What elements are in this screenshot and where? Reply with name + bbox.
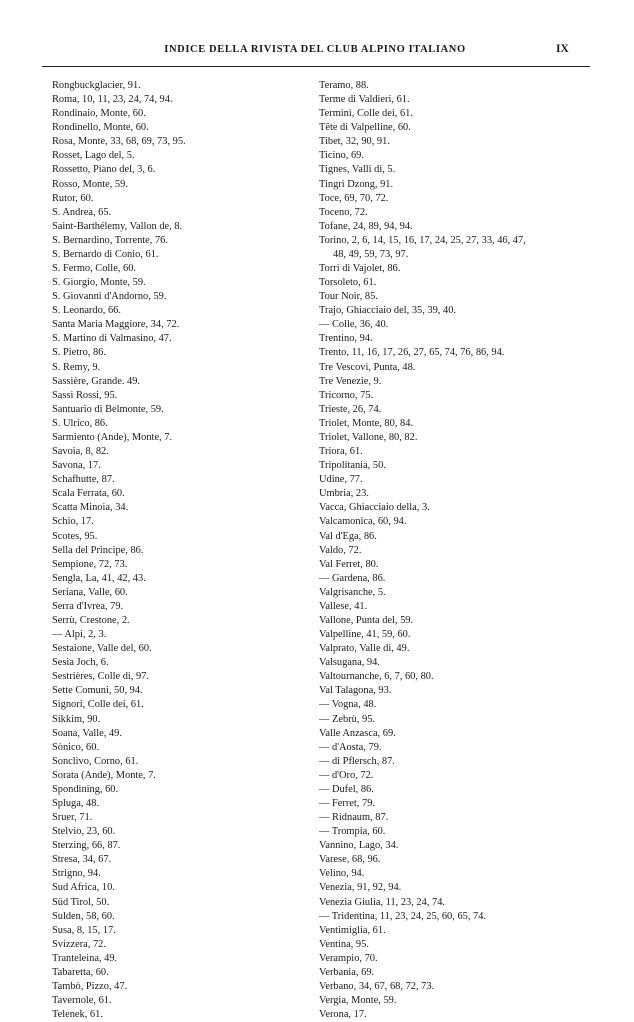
index-entry: Rossetto, Piano del, 3, 6. xyxy=(52,164,156,176)
index-entry: Teramo, 88. xyxy=(319,80,369,91)
index-entry: Signori, Colle dei, 61. xyxy=(52,699,144,711)
index-entry: S. Martino di Valmasino, 47. xyxy=(52,333,172,345)
running-header-title: INDICE DELLA RIVISTA DEL CLUB ALPINO ITALIANO xyxy=(164,44,466,55)
index-entry: Trentino, 94. xyxy=(319,333,373,345)
index-entry: Val d'Ega, 86. xyxy=(319,530,377,542)
index-entry: Valprato, Valle di, 49. xyxy=(319,643,410,655)
index-entry: Tignes, Valli di, 5. xyxy=(319,164,396,176)
index-entry: Sònico, 60. xyxy=(52,741,100,753)
index-entry: Verona, 17. xyxy=(319,1009,367,1021)
index-entry: Tingri Dzong, 91. xyxy=(319,178,394,190)
index-entry: — Vogna, 48. xyxy=(319,699,377,711)
index-entry: Sestrières, Colle di, 97. xyxy=(52,671,149,683)
index-entry: Toce, 69, 70, 72. xyxy=(319,192,389,204)
index-entry: Stresa, 34, 67. xyxy=(52,854,112,866)
index-entry: Rondinaio, Monte, 60. xyxy=(52,108,146,120)
index-entry: Vallese, 41. xyxy=(319,600,368,612)
index-entry: — di Pflersch, 87. xyxy=(319,755,395,767)
index-entry: S. Bernardino, Torrente, 76. xyxy=(52,234,168,246)
index-entry: Tricorno, 75. xyxy=(319,389,374,401)
index-entry: — Gardena, 86. xyxy=(319,572,386,584)
index-entry: Rosso, Monte, 59. xyxy=(52,178,128,190)
index-entry: Tambò, Pizzo, 47. xyxy=(52,981,128,992)
index-entry: Toceno, 72. xyxy=(319,206,368,218)
index-entry: Trieste, 26, 74. xyxy=(319,403,382,415)
index-entry: Ventimiglia, 61. xyxy=(319,924,386,936)
index-entry: Triora, 61. xyxy=(319,446,363,458)
index-entry: Sarmiento (Ande), Monte, 7. xyxy=(52,431,173,443)
index-column-right xyxy=(319,79,619,1022)
index-entry: Sette Comuni, 50, 94. xyxy=(52,685,143,697)
page-number: IX xyxy=(556,43,569,55)
index-entry: Vacca, Ghiacciaio della, 3. xyxy=(319,502,430,514)
index-entry: Strigno, 94. xyxy=(52,868,101,880)
index-entry: Valdo, 72. xyxy=(319,544,362,556)
index-entry: Termini, Colle dei, 61. xyxy=(319,108,413,120)
index-entry: — Trompia, 60. xyxy=(319,826,386,838)
index-entry: 48, 49, 59, 73, 97. xyxy=(333,248,409,260)
index-entry: — d'Aosta, 79. xyxy=(319,741,382,753)
index-entry: Tabaretta, 60. xyxy=(52,966,109,978)
index-entry: Rosa, Monte, 33, 68, 69, 73, 95. xyxy=(52,136,186,148)
index-entry: Ticino, 69. xyxy=(319,150,364,162)
index-column-left xyxy=(52,79,300,1022)
index-entry: S. Fermo, Colle, 60. xyxy=(52,263,136,275)
index-entry: Savoia, 8, 82. xyxy=(52,446,109,458)
index-entry: Tofane, 24, 89, 94, 94. xyxy=(319,220,413,232)
index-entry: — Tridentina, 11, 23, 24, 25, 60, 65, 74. xyxy=(319,910,487,922)
index-entry: S. Andrea, 65. xyxy=(52,206,112,218)
index-entry: Seriana, Valle, 60. xyxy=(52,586,128,598)
index-entry: — Ridnaum, 87. xyxy=(319,812,389,824)
index-entry: Scala Ferrata, 60. xyxy=(52,488,125,500)
index-entry: Stelvio, 23, 60. xyxy=(52,826,116,838)
index-entry: Udine, 77. xyxy=(319,474,363,486)
index-entry: Serrù, Crestone, 2. xyxy=(52,614,130,626)
index-entry: Svizzera, 72. xyxy=(52,938,106,950)
index-entry: Tre Vescovi, Punta, 48. xyxy=(319,361,416,373)
index-entry: Sestaione, Valle del, 60. xyxy=(52,643,152,655)
index-entry: Valpelline, 41, 59, 60. xyxy=(319,629,411,641)
index-entry: — d'Oro, 72. xyxy=(319,769,374,781)
index-entry: Valtournanche, 6, 7, 60, 80. xyxy=(319,671,434,683)
index-entry: S. Giovanni d'Andorno, 59. xyxy=(52,291,167,303)
index-entry: Varese, 68, 96. xyxy=(319,854,381,866)
index-entry: Scatta Minoia, 34. xyxy=(52,502,129,514)
index-entry: S. Pietro, 86. xyxy=(52,347,106,359)
index-entry: Sud Africa, 10. xyxy=(52,882,115,894)
index-entry: Sempione, 72, 73. xyxy=(52,558,128,570)
index-entry: Venezia Giulia, 11, 23, 24, 74. xyxy=(319,896,446,908)
index-entry: Rutor, 60. xyxy=(52,192,94,204)
index-entry: Tour Noir, 85. xyxy=(319,291,378,303)
index-entry: Valle Anzasca, 69. xyxy=(319,727,396,739)
index-entry: Triolet, Vallone, 80, 82. xyxy=(319,431,418,443)
index-entry: Tête di Valpelline, 60. xyxy=(319,122,411,134)
index-entry: Valcamonica, 60, 94. xyxy=(319,516,407,528)
index-entry: Umbria, 23. xyxy=(319,488,369,500)
index-entry: Verbano, 34, 67, 68, 72, 73. xyxy=(319,981,435,992)
index-entry: Vannino, Lago, 34. xyxy=(319,840,399,852)
index-entry: Sterzing, 66, 87. xyxy=(52,840,121,852)
index-entry: Schafhutte, 87. xyxy=(52,474,115,486)
index-entry: Savona, 17. xyxy=(52,460,101,472)
index-entry: Süd Tirol, 50. xyxy=(52,896,110,908)
header-rule xyxy=(42,66,590,67)
index-entry: Susa, 8, 15, 17. xyxy=(52,924,116,936)
index-entry: Sruer, 71. xyxy=(52,812,93,824)
index-entry: Sikkim, 90. xyxy=(52,713,101,725)
index-entry: Sengla, La, 41, 42, 43. xyxy=(52,572,146,584)
index-entry: Val Talagona, 93. xyxy=(319,685,392,697)
index-entry: Santa Maria Maggiore, 34, 72. xyxy=(52,319,180,331)
index-entry: Torsoleto, 61. xyxy=(319,277,377,289)
index-entry: — Ferret, 79. xyxy=(319,797,375,809)
index-entry: Trajo, Ghiacciaio del, 35, 39, 40. xyxy=(319,305,456,317)
index-entry: Sorata (Ande), Monte, 7. xyxy=(52,769,156,781)
index-entry: Vergia, Monte, 59. xyxy=(319,995,397,1007)
index-entry: Rongbuckglacier, 91. xyxy=(52,80,141,91)
index-entry: Venezia, 91, 92, 94. xyxy=(319,882,402,894)
index-entry: Sesia Joch, 6. xyxy=(52,657,109,669)
index-entry: Rondinello, Monte, 60. xyxy=(52,122,149,134)
index-entry: — Alpi, 2, 3. xyxy=(52,629,107,641)
index-entry: Sonclivo, Corno, 61. xyxy=(52,755,139,767)
index-entry: Serra d'Ivrea, 79. xyxy=(52,600,124,612)
index-entry: Val Ferret, 80. xyxy=(319,558,379,570)
index-entry: S. Ulrico, 86. xyxy=(52,417,108,429)
index-entry: Sella del Principe, 86. xyxy=(52,544,144,556)
index-entry: Tranteleina, 49. xyxy=(52,952,118,964)
index-entry: Torino, 2, 6, 14, 15, 16, 17, 24, 25, 27, 33, 46, 47, xyxy=(319,234,526,246)
index-entry: Sulden, 58, 60. xyxy=(52,910,115,922)
index-entry: Telenek, 61. xyxy=(52,1009,103,1021)
index-entry: Spluga, 48. xyxy=(52,797,100,809)
index-entry: — Colle, 36, 40. xyxy=(319,319,389,331)
index-entry: Sassière, Grande. 49. xyxy=(52,375,141,387)
index-entry: Roma, 10, 11, 23, 24, 74, 94. xyxy=(52,94,173,106)
index-entry: Torri di Vajolet, 86. xyxy=(319,263,401,275)
index-entry: S. Bernardo di Conio, 61. xyxy=(52,248,159,260)
index-entry: Verbania, 69. xyxy=(319,966,375,978)
index-entry: Tibet, 32, 90, 91. xyxy=(319,136,390,148)
index-entry: Trento, 11, 16, 17, 26, 27, 65, 74, 76, 86, 94. xyxy=(319,347,505,359)
index-entry: Soana, Valle, 49. xyxy=(52,727,122,739)
index-entry: Scotes, 95. xyxy=(52,530,98,542)
index-entry: Spondining, 60. xyxy=(52,783,119,795)
index-entry: Schio, 17. xyxy=(52,516,94,528)
index-entry: Verampio, 70. xyxy=(319,952,378,964)
index-entry: Tre Venezie, 9. xyxy=(319,375,382,387)
index-entry: Santuario di Belmonte, 59. xyxy=(52,403,164,415)
index-entry: — Dufel, 86. xyxy=(319,783,374,795)
index-entry: Ventina, 95. xyxy=(319,938,369,950)
index-entry: Tripolitania, 50. xyxy=(319,460,386,472)
index-entry: Valsugana, 94. xyxy=(319,657,380,669)
index-entry: Terme di Valdieri, 61. xyxy=(319,94,410,106)
index-entry: Velino, 94. xyxy=(319,868,365,880)
index-entry: S. Giorgio, Monte, 59. xyxy=(52,277,146,289)
index-entry: Sassi Rossi, 95. xyxy=(52,389,118,401)
index-entry: S. Leonardo, 66. xyxy=(52,305,121,317)
index-entry: Rosset, Lago del, 5. xyxy=(52,150,135,162)
index-entry: Tavernole, 61. xyxy=(52,995,112,1007)
index-entry: S. Remy, 9. xyxy=(52,361,101,373)
index-entry: Saint-Barthélemy, Vallon de, 8. xyxy=(52,220,183,232)
index-entry: Triolet, Monte, 80, 84. xyxy=(319,417,414,429)
index-entry: — Zebrù, 95. xyxy=(319,713,375,725)
index-entry: Vallone, Punta del, 59. xyxy=(319,614,414,626)
index-entry: Valgrisanche, 5. xyxy=(319,586,386,598)
